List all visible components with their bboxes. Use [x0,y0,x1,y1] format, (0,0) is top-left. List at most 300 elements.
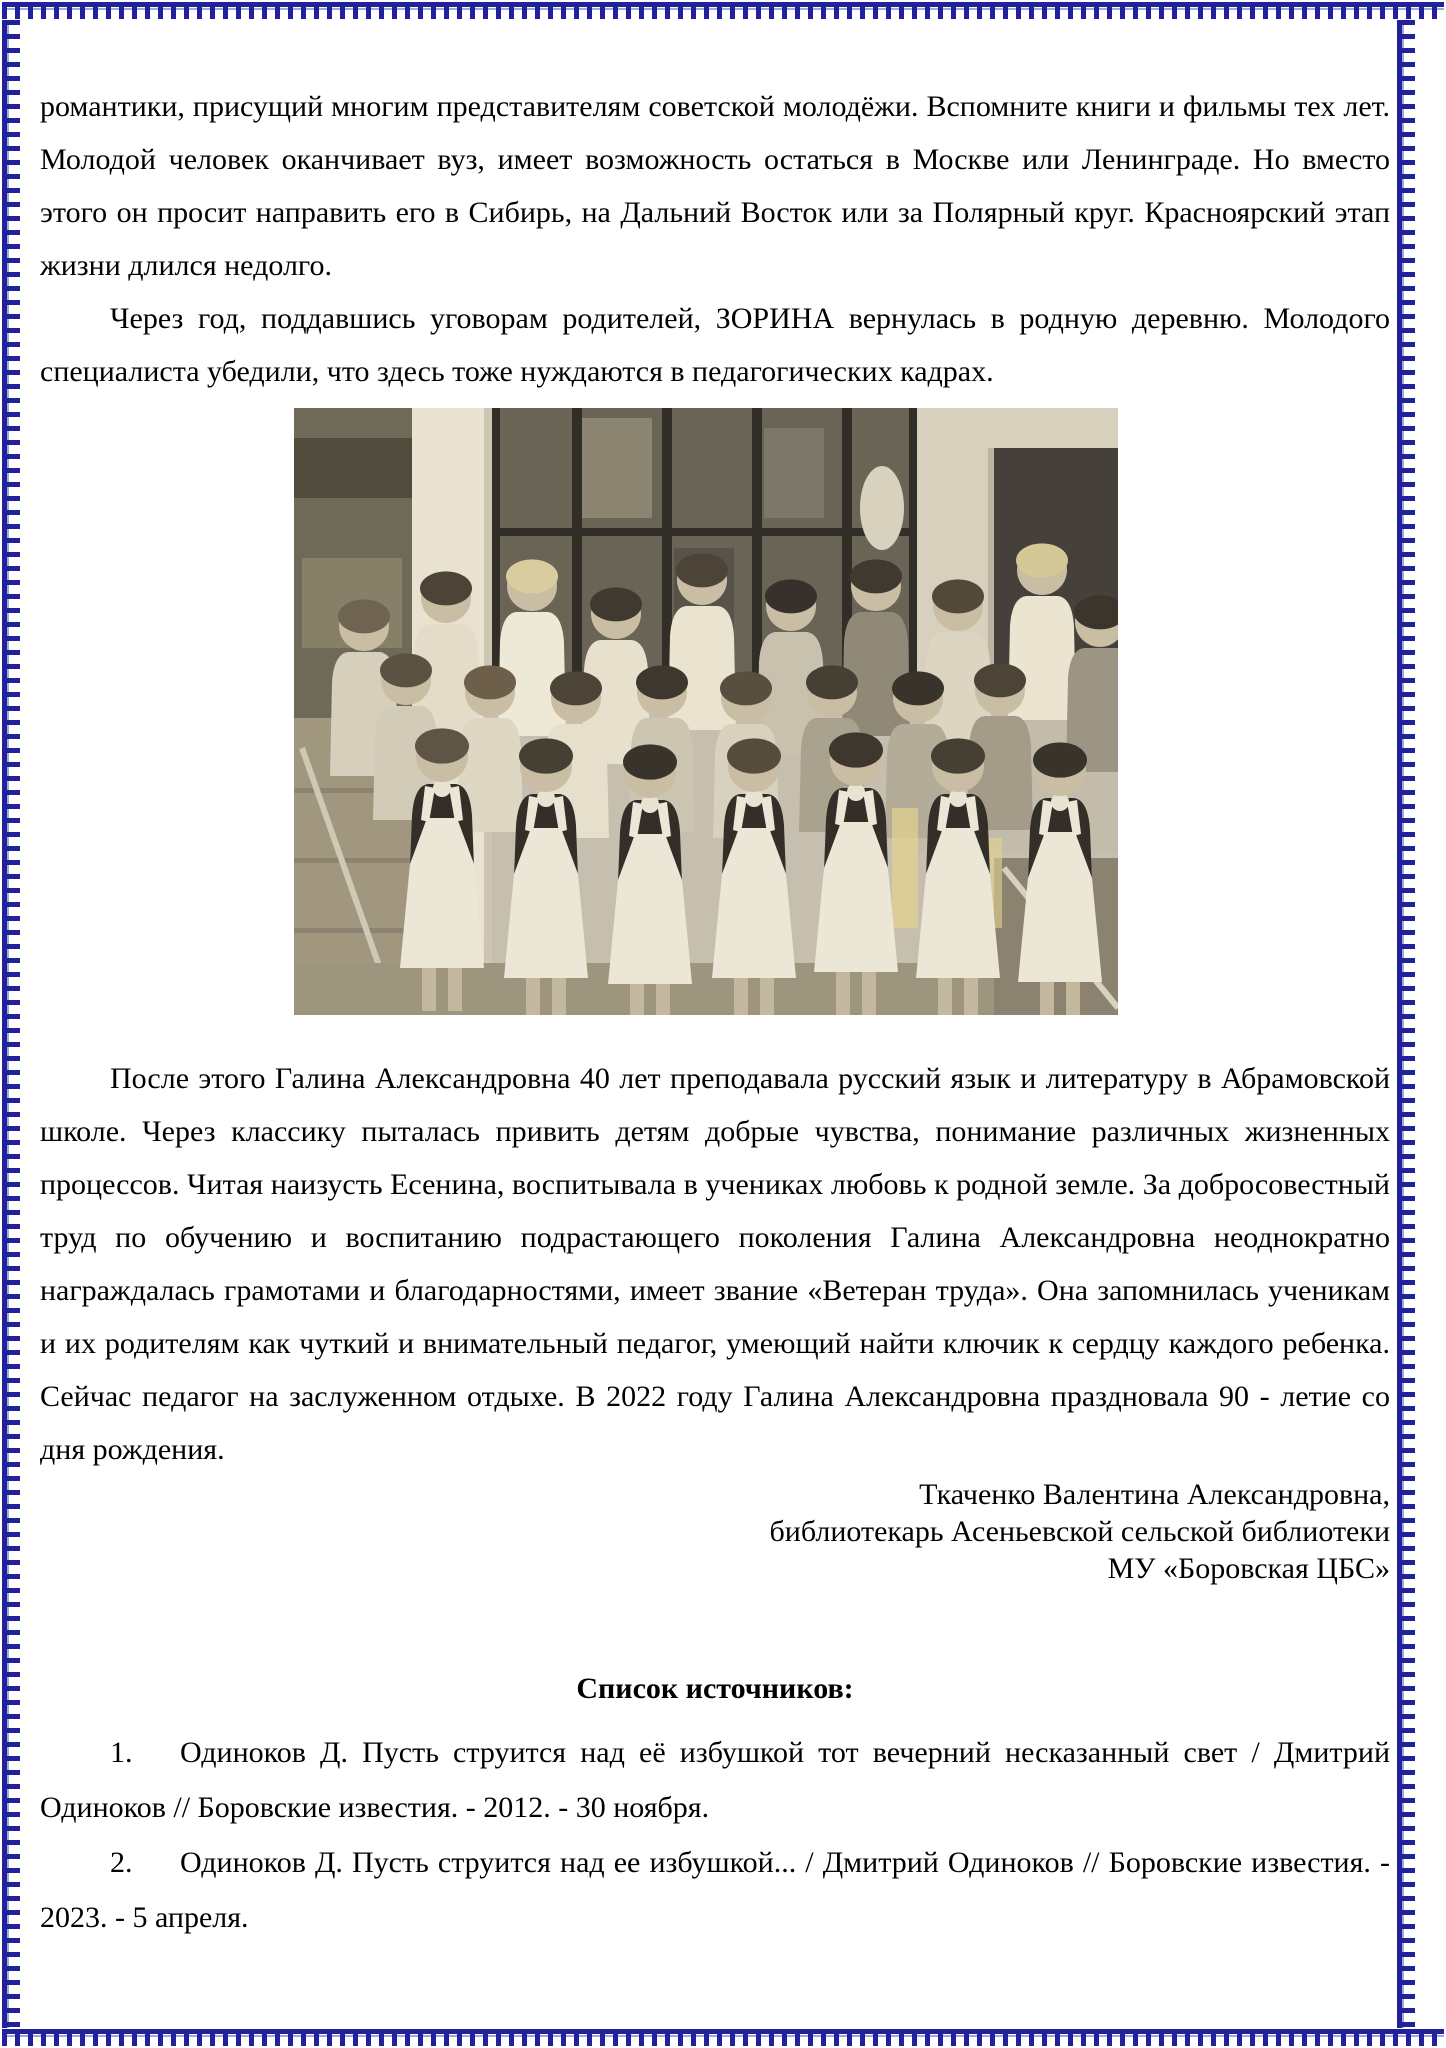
border-bracket-unit [1397,1000,1415,1014]
border-bracket-unit [2,1700,20,1714]
border-bracket-unit [2,1504,20,1518]
border-bracket-unit [1397,1056,1415,1070]
border-bracket-unit [1397,1798,1415,1812]
border-bracket-unit [1397,594,1415,608]
border-bracket-unit [1393,2,1406,19]
attribution-role: библиотекарь Асеньевской сельской библиотеки [769,1515,1390,1548]
border-bracket-unit [2,944,20,958]
border-bracket-unit [1397,300,1415,314]
border-bracket-unit [353,2029,366,2046]
border-bracket-unit [2,202,20,216]
border-bracket-unit [262,2,275,19]
border-bracket-unit [2,496,20,510]
border-bracket-unit [1406,2,1419,19]
border-bracket-unit [1397,1378,1415,1392]
border-bracket-unit [2,48,20,62]
border-bracket-unit [1397,496,1415,510]
sources-heading: Список источников: [576,1672,854,1705]
border-bracket-unit [2,216,20,230]
border-bracket-unit [2,1336,20,1350]
border-bracket-unit [1397,1098,1415,1112]
border-bracket-unit [743,2029,756,2046]
border-bracket-unit [2,1042,20,1056]
border-bracket-unit [1397,1644,1415,1658]
border-bracket-unit [2,1602,20,1616]
border-bracket-unit [730,2,743,19]
border-bracket-unit [379,2,392,19]
border-bracket-unit [1397,902,1415,916]
border-bracket-unit [717,2,730,19]
border-bracket-unit [2,1826,20,1840]
border-bracket-unit [28,2029,41,2046]
border-bracket-unit [1380,2,1393,19]
border-bracket-unit [1397,944,1415,958]
border-bracket-unit [1397,860,1415,874]
border-bracket-unit [808,2029,821,2046]
border-bracket-unit [1397,1336,1415,1350]
border-bracket-unit [821,2,834,19]
border-bracket-unit [1397,832,1415,846]
border-bracket-unit [1397,1616,1415,1630]
border-bracket-unit [1397,818,1415,832]
border-bracket-unit [1397,1826,1415,1840]
border-bracket-unit [1397,1406,1415,1420]
border-bracket-unit [366,2,379,19]
border-bracket-unit [2,608,20,622]
border-bracket-unit [1397,1070,1415,1084]
border-bracket-unit [15,2029,28,2046]
border-bracket-unit [2,482,20,496]
border-bracket-unit [795,2029,808,2046]
border-bracket-unit [912,2,925,19]
border-bracket-unit [2,1350,20,1364]
border-bracket-unit [743,2,756,19]
border-bracket-unit [2,734,20,748]
border-bracket-unit [1397,1812,1415,1826]
border-bracket-unit [2,398,20,412]
border-bracket-unit [2,622,20,636]
border-bracket-unit [1397,1196,1415,1210]
border-bracket-unit [1397,1910,1415,1924]
border-bracket-unit [1397,1672,1415,1686]
border-bracket-unit [2,384,20,398]
border-bracket-unit [938,2029,951,2046]
border-bracket-unit [561,2029,574,2046]
border-bracket-unit [132,2029,145,2046]
border-bracket-unit [1133,2,1146,19]
paragraph-vozvrashchenie: Через год, поддавшись уговорам родителей, ЗОРИНА вернулась в родную деревню. Молодого специалиста убедили, что здесь тоже нуждаются в педагогических кадрах. [40,302,1390,388]
border-bracket-unit [2,1770,20,1784]
border-bracket-unit [1393,2029,1406,2046]
page-border-bottom [2,2029,1444,2046]
border-bracket-unit [990,2,1003,19]
border-bracket-unit [184,2029,197,2046]
border-bracket-unit [1397,1546,1415,1560]
border-bracket-unit [301,2,314,19]
border-bracket-unit [652,2029,665,2046]
border-bracket-unit [1397,328,1415,342]
border-bracket-unit [2,1000,20,1014]
border-bracket-unit [2,832,20,846]
border-bracket-unit [119,2029,132,2046]
border-bracket-unit [2,664,20,678]
border-bracket-unit [1328,2,1341,19]
border-bracket-unit [1397,62,1415,76]
border-bracket-unit [1397,706,1415,720]
border-bracket-unit [704,2029,717,2046]
border-bracket-unit [782,2029,795,2046]
border-bracket-unit [2,2008,20,2022]
border-bracket-unit [1198,2029,1211,2046]
border-bracket-unit [457,2,470,19]
border-bracket-unit [1068,2029,1081,2046]
border-bracket-unit [2,1434,20,1448]
border-bracket-unit [2,1756,20,1770]
border-bracket-unit [899,2029,912,2046]
border-bracket-unit [1397,1840,1415,1854]
border-bracket-unit [197,2,210,19]
border-bracket-unit [1081,2029,1094,2046]
border-bracket-unit [1397,524,1415,538]
border-bracket-unit [2,188,20,202]
border-bracket-unit [2,454,20,468]
border-bracket-unit [1068,2,1081,19]
border-bracket-unit [197,2029,210,2046]
border-bracket-unit [2,804,20,818]
border-bracket-unit [1397,1504,1415,1518]
border-bracket-unit [2,1938,20,1952]
border-bracket-unit [1397,888,1415,902]
source-item-text: Одиноков Д. Пусть струится над ее избушкой... / Дмитрий Одиноков // Боровские известия. - 2023. - 5 апреля. [40,1846,1390,1934]
border-bracket-unit [977,2,990,19]
border-bracket-unit [2,300,20,314]
border-bracket-unit [1397,1518,1415,1532]
border-bracket-unit [2,1056,20,1070]
border-bracket-unit [1055,2029,1068,2046]
border-bracket-unit [2,1882,20,1896]
border-bracket-unit [2,2029,15,2046]
border-bracket-unit [1397,580,1415,594]
border-bracket-unit [899,2,912,19]
border-bracket-unit [2,678,20,692]
border-bracket-unit [1397,1140,1415,1154]
border-bracket-unit [2,566,20,580]
border-bracket-unit [1397,1882,1415,1896]
border-bracket-unit [1397,1028,1415,1042]
class-photo [294,408,1118,1015]
border-bracket-unit [67,2029,80,2046]
border-bracket-unit [1397,188,1415,202]
border-bracket-unit [951,2029,964,2046]
border-bracket-unit [522,2,535,19]
border-bracket-unit [418,2,431,19]
border-bracket-unit [1397,972,1415,986]
border-bracket-unit [2,370,20,384]
border-bracket-unit [2,76,20,90]
border-bracket-unit [2,874,20,888]
border-bracket-unit [67,2,80,19]
border-bracket-unit [1397,1210,1415,1224]
border-bracket-unit [1397,272,1415,286]
border-bracket-unit [184,2,197,19]
border-bracket-unit [1250,2029,1263,2046]
border-bracket-unit [1397,986,1415,1000]
border-bracket-unit [2,1308,20,1322]
border-bracket-unit [2,34,20,48]
border-bracket-unit [418,2029,431,2046]
border-bracket-unit [678,2029,691,2046]
page-content [40,80,1390,1945]
border-bracket-unit [1237,2029,1250,2046]
border-bracket-unit [1397,510,1415,524]
border-bracket-unit [990,2029,1003,2046]
border-bracket-unit [1042,2029,1055,2046]
border-bracket-unit [873,2029,886,2046]
border-bracket-unit [2,916,20,930]
border-bracket-unit [535,2029,548,2046]
border-bracket-unit [1172,2029,1185,2046]
border-bracket-unit [1397,90,1415,104]
border-bracket-unit [1397,1280,1415,1294]
border-bracket-unit [1406,2029,1419,2046]
border-bracket-unit [756,2,769,19]
border-bracket-unit [2,174,20,188]
border-bracket-unit [2,986,20,1000]
border-bracket-unit [769,2029,782,2046]
attribution-block [40,1476,1390,1587]
border-bracket-unit [2,1574,20,1588]
border-bracket-unit [1397,76,1415,90]
border-bracket-unit [444,2,457,19]
border-bracket-unit [2,902,20,916]
border-bracket-unit [1397,1224,1415,1238]
border-bracket-unit [1029,2,1042,19]
border-bracket-unit [1419,2,1432,19]
border-bracket-unit [795,2,808,19]
border-bracket-unit [2,860,20,874]
border-bracket-unit [2,1994,20,2008]
border-bracket-unit [1159,2,1172,19]
border-bracket-unit [2,2022,20,2028]
border-bracket-unit [1397,1322,1415,1336]
border-bracket-unit [1397,482,1415,496]
border-bracket-unit [2,1084,20,1098]
border-bracket-unit [613,2,626,19]
border-bracket-unit [2,1560,20,1574]
border-bracket-unit [1397,720,1415,734]
border-bracket-unit [1302,2,1315,19]
border-bracket-unit [782,2,795,19]
border-bracket-unit [54,2029,67,2046]
border-bracket-unit [1397,1154,1415,1168]
border-bracket-unit [1397,1448,1415,1462]
border-bracket-unit [2,160,20,174]
border-bracket-unit [54,2,67,19]
border-bracket-unit [2,20,20,34]
border-bracket-unit [1354,2,1367,19]
border-bracket-unit [171,2029,184,2046]
border-bracket-unit [2,692,20,706]
border-bracket-unit [1042,2,1055,19]
border-bracket-unit [236,2029,249,2046]
border-bracket-unit [1397,2022,1415,2028]
class-photo-image [294,408,1118,1015]
border-bracket-unit [470,2029,483,2046]
border-bracket-unit [1198,2,1211,19]
border-bracket-unit [626,2029,639,2046]
border-bracket-unit [1397,1490,1415,1504]
border-bracket-unit [2,1714,20,1728]
border-bracket-unit [1397,34,1415,48]
border-bracket-unit [2,1098,20,1112]
border-bracket-unit [2,1126,20,1140]
border-bracket-unit [1397,1476,1415,1490]
border-bracket-unit [1341,2029,1354,2046]
border-bracket-unit [145,2029,158,2046]
border-bracket-unit [1354,2029,1367,2046]
border-bracket-unit [2,1952,20,1966]
border-bracket-unit [704,2,717,19]
border-bracket-unit [1397,132,1415,146]
border-bracket-unit [1397,118,1415,132]
border-bracket-unit [1397,1364,1415,1378]
border-bracket-unit [2,132,20,146]
border-bracket-unit [1380,2029,1393,2046]
border-bracket-unit [639,2,652,19]
border-bracket-unit [574,2,587,19]
border-bracket-unit [2,1406,20,1420]
border-bracket-unit [1016,2,1029,19]
border-bracket-unit [964,2,977,19]
source-item-number: 2. [110,1846,133,1879]
border-bracket-unit [2,1392,20,1406]
border-bracket-unit [574,2029,587,2046]
border-bracket-unit [1397,1686,1415,1700]
border-bracket-unit [2,412,20,426]
border-bracket-unit [2,440,20,454]
border-bracket-unit [1397,412,1415,426]
border-bracket-unit [2,790,20,804]
border-bracket-unit [691,2029,704,2046]
border-bracket-unit [2,1280,20,1294]
border-bracket-unit [2,1630,20,1644]
border-bracket-unit [678,2,691,19]
border-bracket-unit [1397,1252,1415,1266]
border-bracket-unit [1094,2,1107,19]
border-bracket-unit [223,2,236,19]
border-bracket-unit [1397,804,1415,818]
border-bracket-unit [1397,552,1415,566]
border-bracket-unit [496,2,509,19]
border-bracket-unit [379,2029,392,2046]
border-bracket-unit [2,594,20,608]
border-bracket-unit [1397,1014,1415,1028]
page-border-right [1397,20,1415,2028]
border-bracket-unit [600,2,613,19]
border-bracket-unit [509,2,522,19]
border-bracket-unit [1397,1924,1415,1938]
border-bracket-unit [2,762,20,776]
border-bracket-unit [93,2029,106,2046]
border-bracket-unit [886,2,899,19]
border-bracket-unit [2,1476,20,1490]
border-bracket-unit [1397,1868,1415,1882]
border-bracket-unit [1397,1560,1415,1574]
border-bracket-unit [665,2029,678,2046]
border-bracket-unit [2,1686,20,1700]
border-bracket-unit [1397,1462,1415,1476]
border-bracket-unit [1397,258,1415,272]
border-bracket-unit [1397,1658,1415,1672]
border-bracket-unit [925,2,938,19]
border-bracket-unit [1397,916,1415,930]
border-bracket-unit [2,552,20,566]
border-bracket-unit [2,706,20,720]
border-bracket-unit [2,1448,20,1462]
border-bracket-unit [821,2029,834,2046]
border-bracket-unit [2,1462,20,1476]
border-bracket-unit [1397,1952,1415,1966]
border-bracket-unit [1003,2029,1016,2046]
border-bracket-unit [262,2029,275,2046]
border-bracket-unit [80,2029,93,2046]
border-bracket-unit [1397,762,1415,776]
border-bracket-unit [1397,1896,1415,1910]
border-bracket-unit [1397,636,1415,650]
border-bracket-unit [2,1728,20,1742]
border-bracket-unit [314,2,327,19]
border-bracket-unit [1016,2029,1029,2046]
border-bracket-unit [2,342,20,356]
border-bracket-unit [2,818,20,832]
border-bracket-unit [1397,440,1415,454]
border-bracket-unit [1397,1700,1415,1714]
border-bracket-unit [2,524,20,538]
border-bracket-unit [2,1658,20,1672]
border-bracket-unit [1159,2029,1172,2046]
border-bracket-unit [1133,2029,1146,2046]
border-bracket-unit [1397,370,1415,384]
source-item-number: 1. [110,1736,133,1769]
border-bracket-unit [548,2,561,19]
border-bracket-unit [210,2029,223,2046]
border-bracket-unit [275,2,288,19]
border-bracket-unit [1397,20,1415,34]
border-bracket-unit [1397,314,1415,328]
border-bracket-unit [1397,356,1415,370]
border-bracket-unit [1397,468,1415,482]
border-bracket-unit [1397,1168,1415,1182]
border-bracket-unit [1397,1084,1415,1098]
border-bracket-unit [1397,1532,1415,1546]
border-bracket-unit [2,1532,20,1546]
border-bracket-unit [2,1210,20,1224]
border-bracket-unit [1315,2029,1328,2046]
border-bracket-unit [1397,622,1415,636]
border-bracket-unit [1397,608,1415,622]
border-bracket-unit [2,146,20,160]
border-bracket-unit [730,2029,743,2046]
border-bracket-unit [80,2,93,19]
border-bracket-unit [1397,384,1415,398]
paragraph-romantika: романтики, присущий многим представителям советской молодёжи. Вспомните книги и фильмы тех лет. Молодой человек оканчивает вуз, имеет возможность остаться в Москве или Ленинграде. Но вместо этого он просит направить его в Сибирь, на Дальний Восток или за Полярный круг. Красноярский этап жизни длился недолго. [40,90,1390,282]
border-bracket-unit [2,846,20,860]
border-bracket-unit [2,1616,20,1630]
border-bracket-unit [2,510,20,524]
border-bracket-unit [1397,398,1415,412]
border-bracket-unit [509,2029,522,2046]
border-bracket-unit [886,2029,899,2046]
